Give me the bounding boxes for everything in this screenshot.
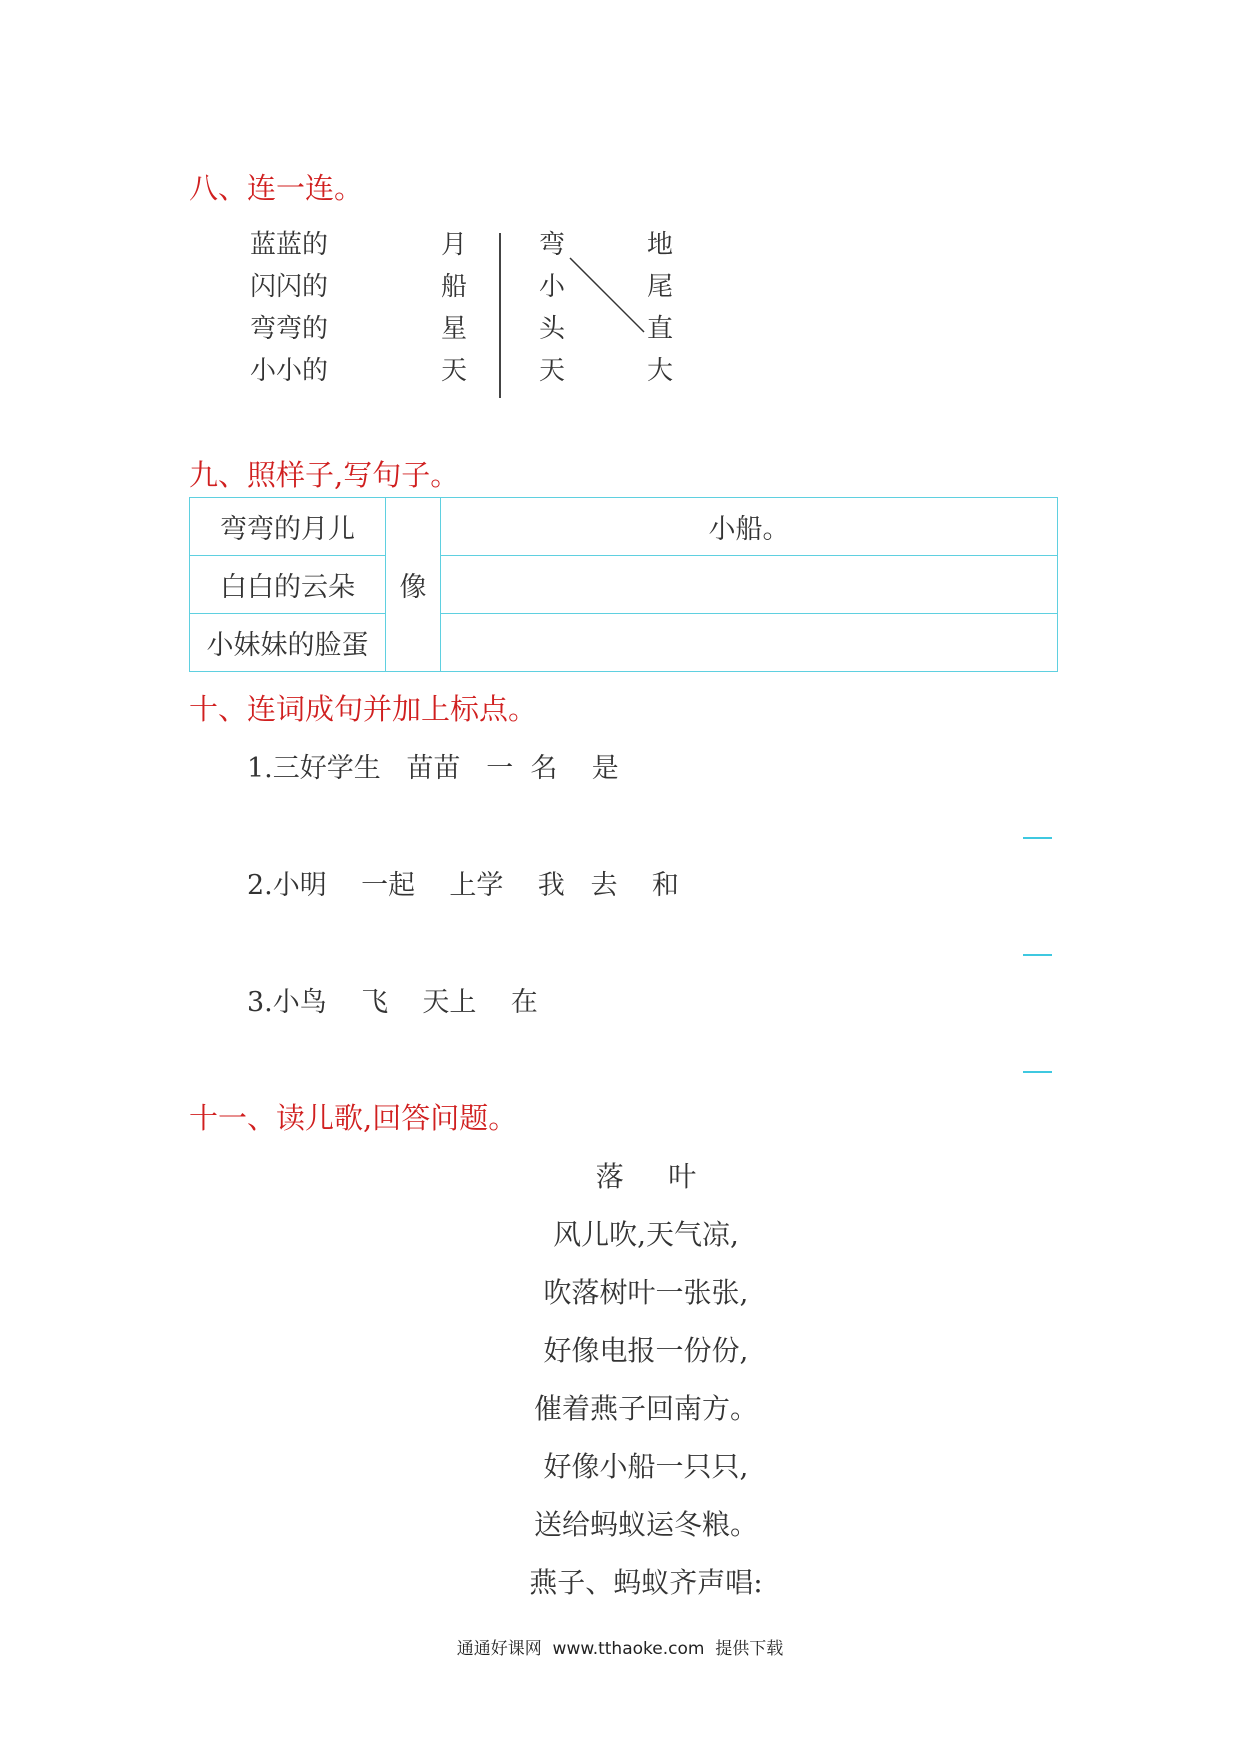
word-order-task: 3.小鸟 飞 天上 在 (247, 987, 538, 1018)
answer-line[interactable] (1023, 954, 1052, 956)
word-order-task: 1.三好学生 苗苗 一 名 是 (247, 753, 619, 784)
matching-right-first-char: 头 (538, 314, 565, 344)
matching-right-second-char: 大 (646, 356, 673, 386)
matching-left-target: 船 (440, 272, 467, 302)
poem-line: 催着燕子回南方。 (533, 1392, 758, 1425)
section-11-heading: 十一、读儿歌,回答问题。 (189, 1101, 518, 1135)
pattern-subject-cell: 白白的云朵 (190, 556, 386, 614)
matching-right-first-char: 弯 (538, 230, 565, 260)
matching-left-target: 星 (440, 314, 467, 344)
pattern-answer-cell[interactable] (441, 614, 1058, 672)
answer-line[interactable] (1023, 837, 1052, 839)
poem-line: 风儿吹,天气凉, (553, 1218, 739, 1251)
poem-line: 好像小船一只只, (543, 1450, 749, 1483)
pattern-subject-cell: 小妹妹的脸蛋 (190, 614, 386, 672)
page-footer: 通通好课网 www.tthaoke.com 提供下载 (456, 1639, 784, 1659)
matching-left-target: 月 (440, 230, 467, 260)
matching-right-second-char: 尾 (646, 272, 673, 302)
poem-line: 好像电报一份份, (543, 1334, 749, 1367)
matching-right-first-char: 小 (538, 272, 565, 302)
matching-right-second-char: 地 (646, 230, 673, 260)
poem-line: 燕子、蚂蚁齐声唱: (529, 1566, 763, 1599)
poem-line: 送给蚂蚁运冬粮。 (533, 1508, 758, 1541)
pattern-sentence-table (189, 497, 1058, 672)
section-10-heading: 十、连词成句并加上标点。 (189, 692, 538, 726)
matching-left-word: 闪闪的 (250, 272, 329, 302)
section-9-heading: 九、照样子,写句子。 (189, 458, 460, 492)
matching-right-first-char: 天 (538, 356, 565, 386)
matching-left-word: 蓝蓝的 (250, 230, 329, 260)
example-match-line (0, 0, 1240, 500)
matching-right-second-char: 直 (646, 314, 673, 344)
pattern-verb-cell: 像 (386, 498, 441, 672)
section-8-heading: 八、连一连。 (189, 171, 364, 205)
poem-title: 落 叶 (595, 1160, 697, 1193)
poem-line: 吹落树叶一张张, (543, 1276, 749, 1309)
pattern-answer-cell[interactable]: 小船。 (441, 498, 1058, 556)
matching-left-word: 小小的 (250, 356, 329, 386)
pattern-answer-cell[interactable] (441, 556, 1058, 614)
matching-left-word: 弯弯的 (250, 314, 329, 344)
pattern-subject-cell: 弯弯的月儿 (190, 498, 386, 556)
word-order-task: 2.小明 一起 上学 我 去 和 (247, 870, 679, 901)
matching-left-target: 天 (440, 356, 467, 386)
answer-line[interactable] (1023, 1071, 1052, 1073)
